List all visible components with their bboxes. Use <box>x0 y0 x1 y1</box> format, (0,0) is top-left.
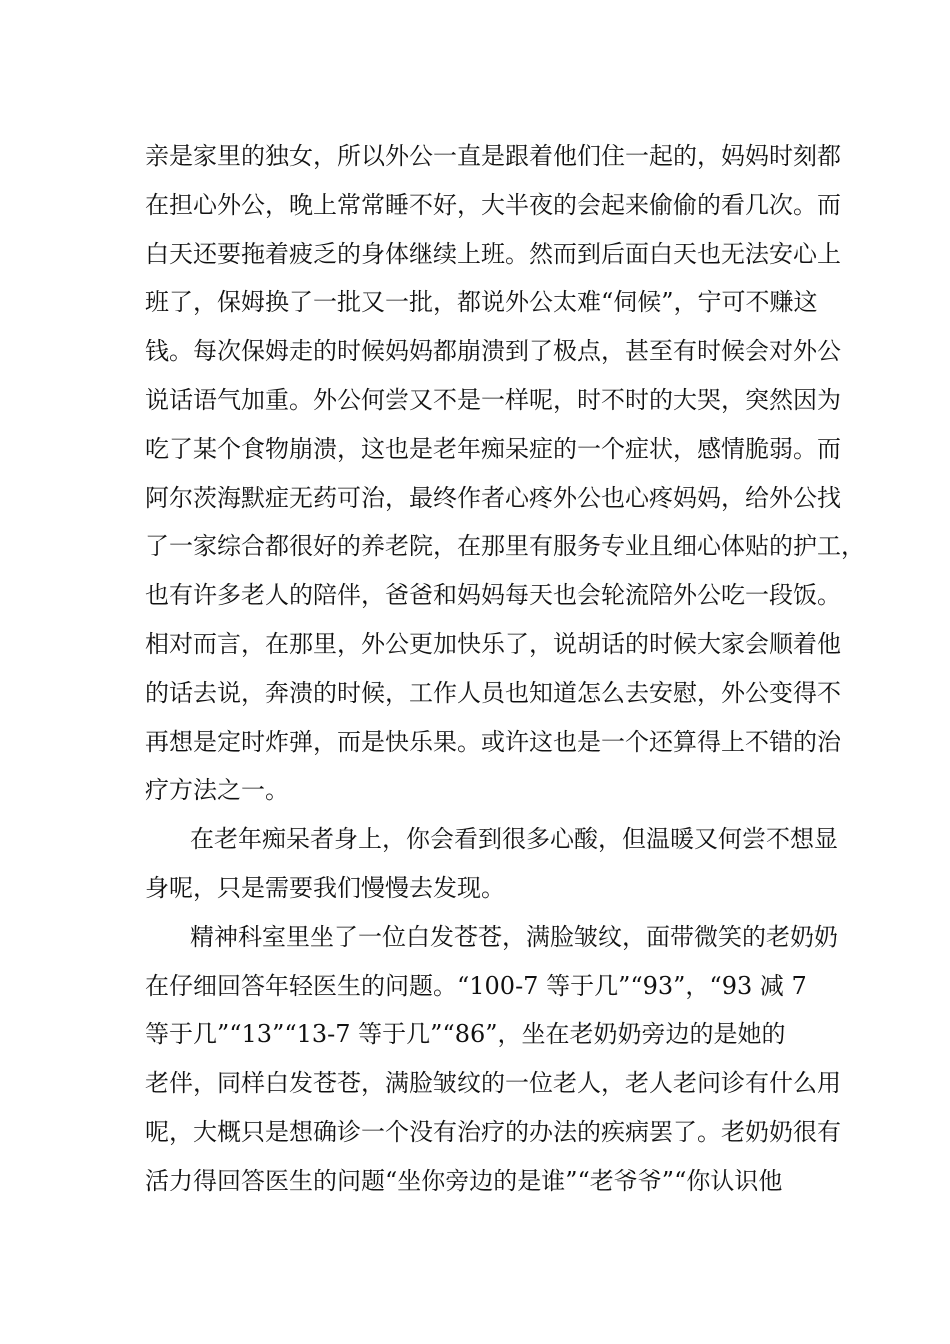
text-line: 等于几”“13”“13-7 等于几”“86”，坐在老奶奶旁边的是她的 <box>145 1020 786 1049</box>
text-line: 了一家综合都很好的养老院，在那里有服务专业且细心体贴的护工， <box>145 532 865 561</box>
text-line: 班了，保姆换了一批又一批，都说外公太难“伺候”，宁可不赚这 <box>145 288 818 317</box>
text-line: 在担心外公，晚上常常睡不好，大半夜的会起来偷偷的看几次。而 <box>145 190 841 219</box>
paragraph-first-line: 在老年痴呆者身上，你会看到很多心酸，但温暖又何尝不想显 <box>190 825 838 854</box>
text-line: 也有许多老人的陪伴，爸爸和妈妈每天也会轮流陪外公吃一段饭。 <box>145 581 841 610</box>
text-line: 老伴，同样白发苍苍，满脸皱纹的一位老人，老人老问诊有什么用 <box>145 1069 841 1098</box>
text-line: 再想是定时炸弹，而是快乐果。或许这也是一个还算得上不错的治 <box>145 727 841 756</box>
text-line: 呢，大概只是想确诊一个没有治疗的办法的疾病罢了。老奶奶很有 <box>145 1117 841 1146</box>
text-line: 活力得回答医生的问题“坐你旁边的是谁”“老爷爷”“你认识他 <box>145 1166 783 1195</box>
text-line: 说话语气加重。外公何尝又不是一样呢，时不时的大哭，突然因为 <box>145 385 841 414</box>
text-line: 白天还要拖着疲乏的身体继续上班。然而到后面白天也无法安心上 <box>145 239 841 268</box>
text-line: 在仔细回答年轻医生的问题。“100-7 等于几”“93”，“93 减 7 <box>145 971 807 1000</box>
text-line: 疗方法之一。 <box>145 776 289 805</box>
paragraph-first-line: 精神科室里坐了一位白发苍苍，满脸皱纹，面带微笑的老奶奶 <box>190 922 838 951</box>
text-line: 的话去说，奔溃的时候，工作人员也知道怎么去安慰，外公变得不 <box>145 678 841 707</box>
text-line: 相对而言，在那里，外公更加快乐了，说胡话的时候大家会顺着他 <box>145 629 841 658</box>
text-line: 亲是家里的独女，所以外公一直是跟着他们住一起的，妈妈时刻都 <box>145 142 841 170</box>
body-text <box>145 132 865 1206</box>
text-line: 身呢，只是需要我们慢慢去发现。 <box>145 873 505 902</box>
text-line: 阿尔茨海默症无药可治，最终作者心疼外公也心疼妈妈，给外公找 <box>145 483 841 512</box>
text-line: 吃了某个食物崩溃，这也是老年痴呆症的一个症状，感情脆弱。而 <box>145 434 841 463</box>
text-line: 钱。每次保姆走的时候妈妈都崩溃到了极点，甚至有时候会对外公 <box>145 337 841 366</box>
